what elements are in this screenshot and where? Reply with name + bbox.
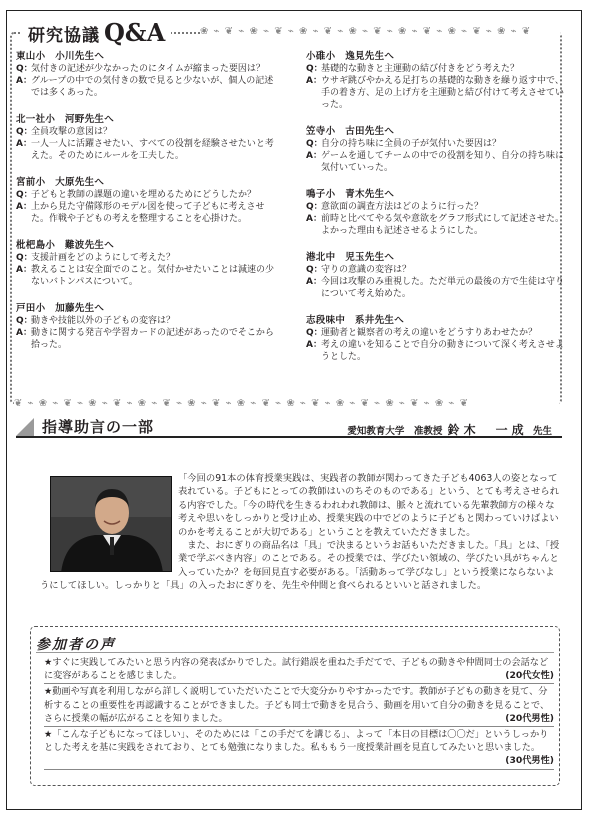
q-mark: Q：	[306, 202, 323, 212]
voice-text: ★「こんな子どもになってほしい」、そのためには「この手だてを講じる」、よって「本日の目標は〇〇だ」というしっかりとした考えを基に実践をされており、とても勉強になりました。私ももう一度授業計画を見直してみたいと思いました。	[44, 729, 549, 754]
speaker-portrait-icon	[51, 477, 172, 572]
qa-question: 自分の持ち味に全員の子が気付いた要因は？	[321, 139, 502, 149]
voices-title: 参加者の声	[36, 637, 116, 653]
qa-question: 子どもと教師の課題の違いを埋めるためにどうしたか？	[31, 190, 257, 200]
q-mark: Q：	[306, 265, 323, 275]
voice-item	[44, 656, 554, 684]
qa-addressee: 笠寺小 古田先生へ	[306, 126, 395, 137]
advisor-name: 鈴木 一成	[447, 423, 528, 437]
a-mark: A：	[16, 265, 32, 275]
voice-text: ★動画や写真を利用しながら詳しく説明していただいたことで大変分かりやすかったです。教師が子どもの動きを見て、分析することの重要性を再認識することができました。子ども同士で動きを見合う、動画を用いて自分の動きを見ることで、さらに授業の幅が広がることを知りました。	[44, 686, 550, 724]
a-mark: A：	[16, 139, 32, 149]
q-mark: Q：	[306, 139, 323, 149]
qa-question: 運動者と観察者の考えの違いをどうすりあわせたか？	[321, 328, 538, 338]
bottom-vine-ornament: ❦ ⌁ ❀ ⌁ ❦ ⌁ ❀ ⌁ ❦ ⌁ ❀ ⌁ ❦ ⌁ ❀ ⌁ ❦ ⌁ ❀ ⌁ ❦ ⌁ ❀ ⌁ ❦ ⌁ ❀ ⌁ ❦ ⌁ ❀ ⌁ ❦ ⌁ ❀ ⌁ ❦	[14, 399, 559, 409]
qa-answer: 今回は攻撃のみ重視した。ただ単元の最後の方で生徒は守りについて考え始めた。	[321, 277, 565, 299]
qa-answer: 一人一人に活躍させたい、すべての役割を経験させたいと考えた。そのためにルールを工夫した。	[31, 139, 274, 161]
voices-divider	[36, 652, 554, 653]
advice-paragraph: また、おにぎりの商品名は「具」で決まるというお話もいただきました。「具」とは、「授業で学ぶべき内容」のことである。その授業では、学びたい領域の、学びたい具がちゃんと入っていたか？を毎回見直す必要がある。「活動あって学びなし」という授業にならないようにしてほしい。しっかりと「具」の入ったおにぎりを、先生や仲間と食べられるといいと話されました。	[40, 540, 560, 592]
qa-left-column	[16, 50, 278, 365]
qa-addressee: 宮前小 大原先生へ	[16, 177, 105, 188]
qa-answer: 教えることは安全面でのこと。気付かせたいことは減速の少ないバトンパスについて。	[31, 265, 275, 287]
qa-item	[306, 125, 568, 174]
qa-answer: 前時と比べてやる気や意欲をグラフ形式にして記述させた。よかった理由も記述させるようにした。	[321, 214, 565, 236]
qa-item	[16, 50, 278, 99]
qa-right-column	[306, 50, 568, 377]
qa-addressee: 鳴子小 青木先生へ	[306, 189, 395, 200]
qa-addressee: 東山小 小川先生へ	[16, 51, 105, 62]
a-mark: A：	[16, 76, 32, 86]
a-mark: A：	[306, 214, 322, 224]
qa-answer: 考えの違いを知ることで自分の動きについて深く考えさせようとした。	[321, 340, 564, 362]
qa-item	[16, 239, 278, 288]
a-mark: A：	[306, 151, 322, 161]
advisor-credit	[347, 421, 552, 438]
qa-heading	[22, 18, 171, 47]
voice-item	[44, 685, 554, 727]
qa-answer: 上から見た守備隊形のモデル図を使って子どもに考えさせた。作戦や子どもの考えを整理することを心掛けた。	[31, 202, 265, 224]
top-vine-ornament: ❀ ⌁ ❦ ⌁ ❀ ⌁ ❦ ⌁ ❀ ⌁ ❦ ⌁ ❀ ⌁ ❦ ⌁ ❀ ⌁ ❦ ⌁ ❀ ⌁ ❦ ⌁ ❀ ⌁ ❦	[200, 27, 560, 37]
qa-addressee: 北一社小 河野先生へ	[16, 114, 115, 125]
q-mark: Q：	[16, 316, 33, 326]
q-mark: Q：	[306, 64, 323, 74]
qa-item	[306, 314, 568, 363]
qa-answer: ウサギ跳びやかえる足打ちの基礎的な動きを繰り返す中で、手の着き方、足の上げ方を主運動と結び付けて考えさせていった。	[321, 76, 565, 110]
a-mark: A：	[306, 340, 322, 350]
qa-item	[306, 251, 568, 300]
qa-addressee: 戸田小 加藤先生へ	[16, 303, 105, 314]
advisor-affiliation: 愛知教育大学 准教授	[347, 426, 443, 437]
q-mark: Q：	[306, 328, 323, 338]
qa-question: 全員攻撃の意図は？	[31, 127, 113, 137]
advice-paragraph: 「今回の91本の体育授業実践は、実践者の教師が関わってきた子ども4063人の姿となって表れている。子どもにとっての教師はいのちそのものである」という、とても考えさせられる内容でした。「今の時代を生きるわれわれ教師は、脈々と流れている先輩教師方の様々な考えや思いをしっかりと受け止め、授業実践の中でどのように子どもと関わっていけばよいのかを考えることが大切である」ということを教えていただきました。	[178, 473, 559, 538]
voice-respondent: (30代男性)	[505, 755, 554, 767]
qa-question: 気付きの記述が少なかったのにタイムが縮まった要因は？	[31, 64, 265, 74]
qa-question: 動きや技能以外の子どもの変容は？	[31, 316, 176, 326]
voice-respondent: (20代女性)	[505, 670, 554, 682]
a-mark: A：	[306, 76, 322, 86]
advisor-honorific: 先生	[532, 426, 552, 437]
voices-list	[44, 656, 554, 771]
qa-question: 支援計画をどのようにして考えた？	[31, 253, 176, 263]
qa-addressee: 小碓小 逸見先生へ	[306, 51, 395, 62]
qa-title-en: Q&A	[104, 18, 166, 47]
qa-addressee: 枇杷島小 難波先生へ	[16, 240, 115, 251]
q-mark: Q：	[16, 253, 33, 263]
qa-answer: 動きに関する発言や学習カードの記述があったのでそこから拾った。	[31, 328, 274, 350]
a-mark: A：	[16, 202, 32, 212]
advisor-photo	[50, 476, 172, 572]
qa-question: 守りの意識の変容は？	[321, 265, 412, 275]
qa-item	[306, 50, 568, 111]
qa-answer: グループの中での気付きの数で見ると少ないが、個人の記述では多くあった。	[31, 76, 274, 98]
voice-respondent: (20代男性)	[505, 712, 554, 724]
qa-question: 意欲面の調査方法はどのように行った？	[321, 202, 484, 212]
qa-addressee: 志段味中 系井先生へ	[306, 315, 405, 326]
triangle-marker-icon	[16, 418, 34, 436]
q-mark: Q：	[16, 190, 33, 200]
voice-item	[44, 728, 554, 770]
qa-addressee: 港北中 児玉先生へ	[306, 252, 395, 263]
a-mark: A：	[16, 328, 32, 338]
qa-item	[16, 302, 278, 351]
advice-title: 指導助言の一部	[42, 418, 155, 436]
qa-question: 基礎的な動きと主運動の結び付きをどう考えた？	[321, 64, 520, 74]
advice-header	[16, 416, 562, 438]
qa-title-jp: 研究協議	[28, 26, 100, 46]
q-mark: Q：	[16, 127, 33, 137]
qa-answer: ゲームを通してチームの中での役割を知り、自分の持ち味に気付いていった。	[321, 151, 565, 173]
voice-text: ★すぐに実践してみたいと思う内容の発表ばかりでした。試行錯誤を重ねた手だてで、子どもの動きや仲間同士の会話などに変容があることを感じました。	[44, 657, 549, 682]
qa-item	[306, 188, 568, 237]
qa-item	[16, 113, 278, 162]
q-mark: Q：	[16, 64, 33, 74]
qa-item	[16, 176, 278, 225]
a-mark: A：	[306, 277, 322, 287]
